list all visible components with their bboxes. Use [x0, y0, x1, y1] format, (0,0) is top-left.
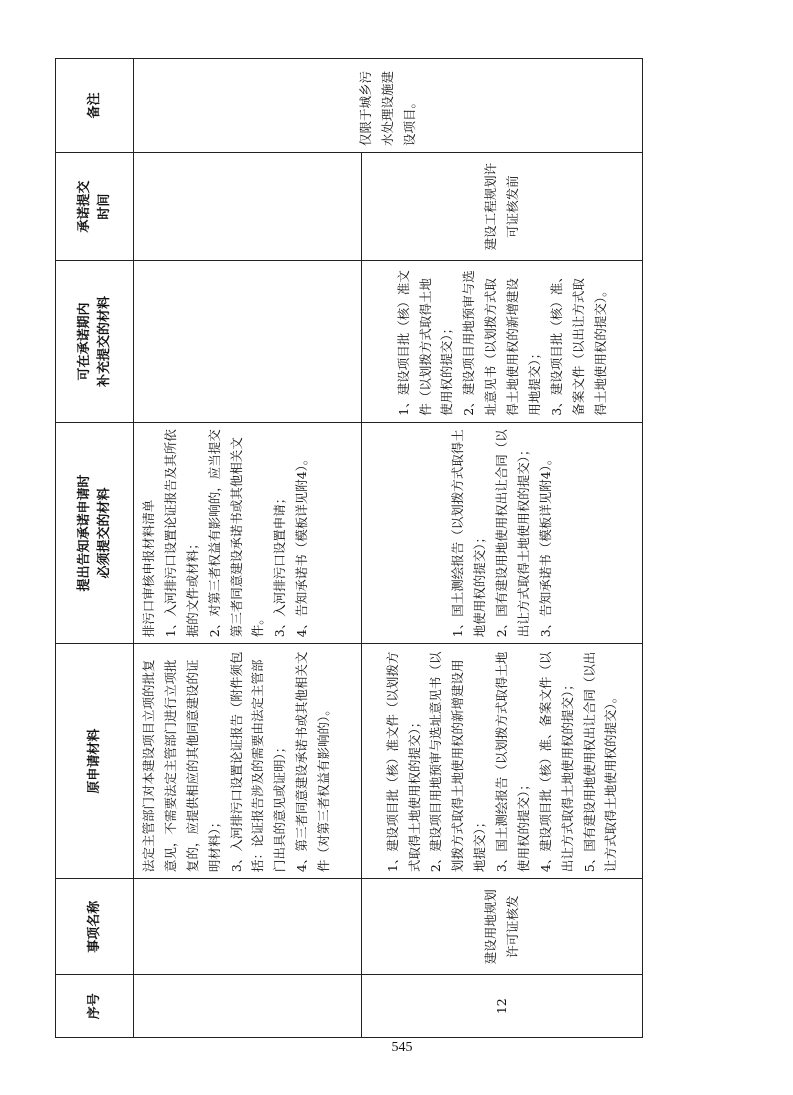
list-item: 排污口审核申报材料清单	[141, 499, 156, 638]
list-item: 法定主管部门对本建设项目立项的批复意见，不需要法定主管部门进行立项批复的，应提供相应的其他同意建设的证明材料）；	[141, 659, 222, 873]
header-remark: 备注	[56, 59, 134, 153]
list-item: 4、第三者同意建设承诺书或其他相关文件（对第三者权益有影响的）。	[294, 651, 331, 873]
header-supplement-line1: 可在承诺期内	[77, 302, 92, 381]
list-item: 1、入河排污口设置论证报告及其所依据的文件或材料；	[162, 429, 200, 638]
cell-seq-top	[134, 975, 362, 1038]
cell-seq: 12	[362, 975, 643, 1038]
cell-supplement	[362, 261, 643, 422]
rotated-table-wrapper	[55, 58, 643, 1038]
header-name: 事项名称	[56, 879, 134, 975]
cell-name: 建设用地规划许可证核发	[362, 879, 643, 975]
header-time-line2: 时间	[96, 193, 112, 220]
cell-supplement-top	[134, 261, 362, 422]
list-item: 2、对第三者权益有影响的，应当提交第三者同意建设承诺书或其他相关文件。	[206, 429, 266, 638]
list-item: 3、入河排污口设置论证报告（附件须包括：论证报告涉及的需要由法定主管部门出具的意见或证明）；	[228, 651, 288, 873]
list-item: 5、国有建设用地使用权出让合同（以出让方式取得土地使用权的提交）。	[581, 651, 619, 873]
header-original: 原申请材料	[56, 644, 134, 879]
list-item: 3、入河排污口设置申请；	[272, 491, 288, 638]
list-item: 1、建设项目批（核）准文件（以划拨方式取得土地使用权的提交）；	[395, 270, 455, 416]
header-required	[56, 422, 134, 644]
list-item: 4、告知承诺书（模板详见附4）。	[294, 452, 310, 638]
cell-remark: 仅限于城乡污水处理设施建设项目。	[134, 59, 643, 153]
cell-original	[362, 644, 643, 879]
header-seq: 序号	[56, 975, 134, 1038]
list-item: 3、建设项目批（核）准、备案文件（以出让方式取得土地使用权的提交）。	[548, 270, 608, 416]
list-item: 2、建设项目用地预审与选址意见书（以划拨方式取得土地使用权的新增建设用地提交）；	[428, 651, 488, 873]
cell-required	[362, 422, 643, 644]
header-supplement-line2: 补充提交的材料	[96, 296, 112, 388]
header-time-line1: 承诺提交	[77, 180, 92, 233]
list-item: 1、国土测绘报告（以划拨方式取得土地使用权的提交）；	[450, 429, 488, 638]
cell-required-top	[134, 422, 362, 644]
list-item: 2、国有建设用地使用权出让合同（以出让方式取得土地使用权的提交）；	[494, 429, 531, 638]
header-row	[56, 59, 134, 1038]
header-required-line2: 必须提交的材料	[96, 487, 112, 579]
cell-time: 建设工程规划许可证核发前	[362, 152, 643, 260]
header-time	[56, 152, 134, 260]
cell-original-top	[134, 644, 362, 879]
list-item: 3、告知承诺书（模板详见附4）。	[537, 452, 553, 638]
materials-table	[55, 58, 643, 1038]
list-item: 1、建设项目批（核）准文件（以划拨方式取得土地使用权的提交）；	[384, 651, 422, 873]
page-number: 545	[391, 1040, 413, 1055]
header-supplement	[56, 261, 134, 422]
table-row	[134, 59, 362, 1038]
table-row	[362, 59, 643, 1038]
cell-time-top	[134, 152, 362, 260]
header-required-line1: 提出告知承诺申请时	[77, 474, 92, 592]
list-item: 2、建设项目用地预审与选址意见书（以划拨方式取得土地使用权的新增建设用地提交）；	[461, 270, 542, 416]
cell-name-top	[134, 879, 362, 975]
list-item: 4、建设项目批（核）准、备案文件（以出让方式取得土地使用权的提交）；	[537, 651, 575, 873]
list-item: 3、国土测绘报告（以划拨方式取得土地使用权的提交）；	[494, 651, 531, 873]
